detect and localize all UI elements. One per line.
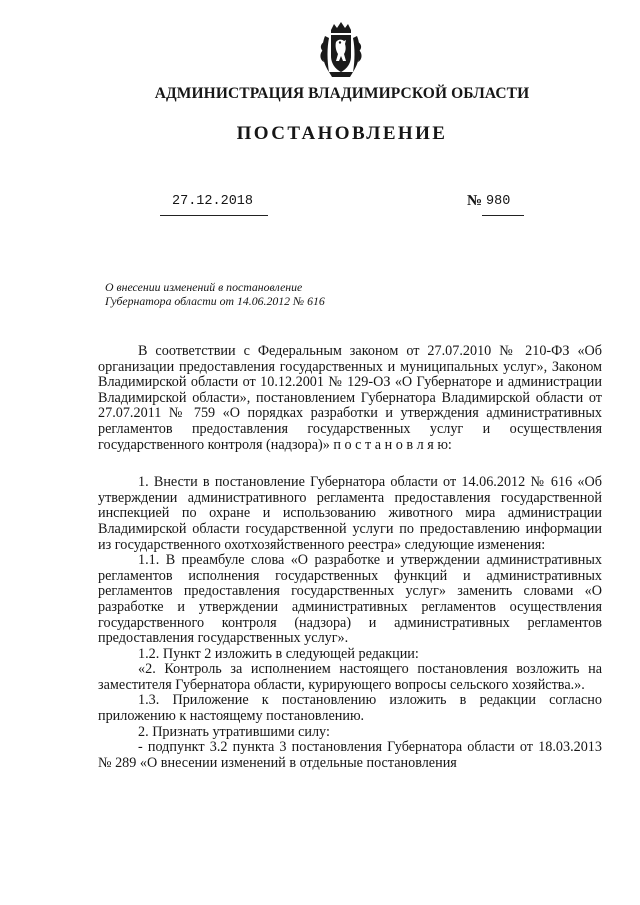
paragraph-2-item: - подпункт 3.2 пункта 3 постановления Губернатора области от 18.03.2013 № 289 «О внесении изменений в отдельные постановления (98, 739, 602, 771)
document-type-title: ПОСТАНОВЛЕНИЕ (236, 123, 448, 144)
preamble-paragraph: В соответствии с Федеральным законом от 27.07.2010 № 210-ФЗ «Об организации предоставления государственных и муниципальных услуг», Законом Владимирской области от 10.12.2001 № 129-ОЗ «О Губернаторе и администрации Владимирской области», постановлением Губернатора Владимирской области от 27.07.2011 № 759 «О порядках разработки и утверждения административных регламентов предоставления государственных услуг и осуществления государственного контроля (надзора)» п о с т а н о в л я ю: (98, 343, 602, 453)
coat-of-arms-icon (319, 20, 363, 80)
number-label: № (467, 193, 483, 209)
number-underline (482, 215, 524, 216)
paragraph-1-2: 1.2. Пункт 2 изложить в следующей редакции: (138, 645, 419, 662)
paragraph-2: 2. Признать утратившими силу: (138, 723, 330, 740)
paragraph-1-1: 1.1. В преамбуле слова «О разработке и утверждении административных регламентов исполнения государственных функций и административных регламентов предоставления государственных услуг» заменить словами «О разработке и утверждении административных регламентов осуществления государственного контроля (надзора) и административных регламентов предоставления государственных услуг». (98, 552, 602, 647)
subject-line-1: О внесении изменений в постановление (105, 280, 303, 294)
paragraph-1: 1. Внести в постановление Губернатора области от 14.06.2012 № 616 «Об утверждении административного регламента предоставления государственной инспекцией по охране и использованию животного мира администрации Владимирской области государственной услуги по предоставлению информации из государственного охотхозяйственного реестра» следующие изменения: (98, 474, 602, 553)
document-body (98, 344, 602, 771)
paragraph-1-3: 1.3. Приложение к постановлению изложить в редакции согласно приложению к настоящему постановлению. (98, 692, 602, 725)
subject-line-2: Губернатора области от 14.06.2012 № 616 (105, 294, 325, 308)
paragraph-1-2-quote: «2. Контроль за исполнением настоящего постановления возложить на заместителя Губернатора области, курирующего вопросы сельского хозяйства.». (98, 661, 602, 693)
document-number: 980 (486, 194, 511, 209)
document-date: 27.12.2018 (172, 194, 254, 209)
document-subject (105, 280, 325, 308)
organization-heading: АДМИНИСТРАЦИЯ ВЛАДИМИРСКОЙ ОБЛАСТИ (154, 85, 530, 102)
date-underline (160, 215, 268, 216)
